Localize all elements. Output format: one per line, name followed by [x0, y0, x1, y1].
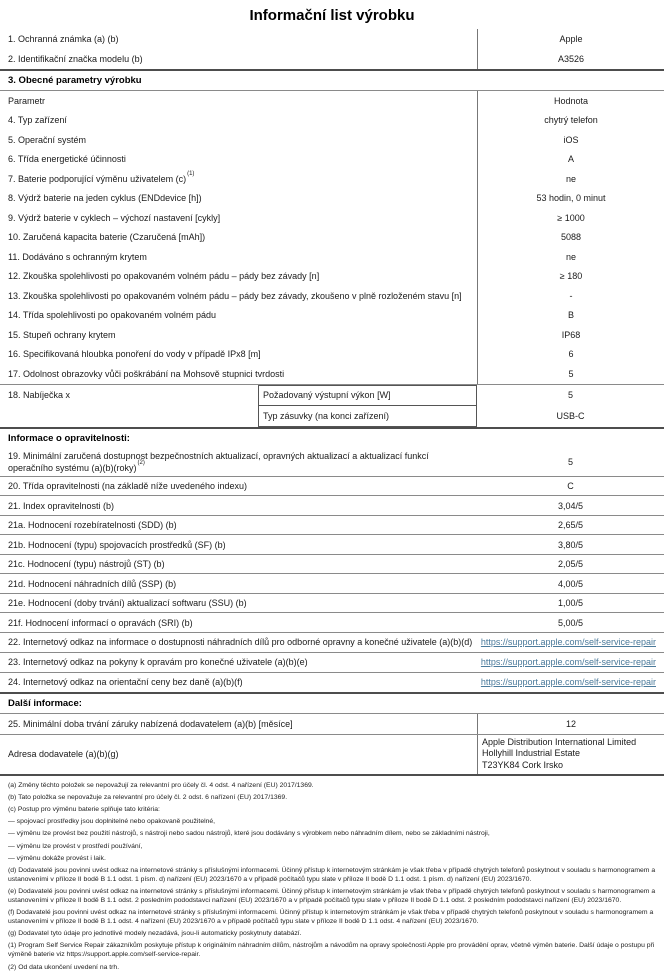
footnote-b: (b) Tato položka se nepovažuje za relevantní pro účely čl. 2 odst. 6 nařízení (EU) 2017/1369.: [8, 794, 288, 801]
row-label: 17. Odolnost obrazovky vůči poškrábání na Mohsově stupnici tvrdosti: [8, 368, 285, 379]
row-value: iOS: [477, 130, 664, 150]
row-value: 53 hodin, 0 minut: [477, 189, 664, 209]
table-row: [0, 555, 664, 574]
charger-row: [0, 385, 664, 427]
row-label: 5. Operační systém: [8, 134, 87, 145]
section-header-repairability: Informace o opravitelnosti:: [8, 432, 130, 444]
charger-sub-value: USB-C: [556, 411, 585, 421]
row-label: 21. Index opravitelnosti (b): [8, 500, 115, 511]
charger-sub-value: 5: [567, 390, 573, 400]
row-label: 1. Ochranná známka (a) (b): [8, 34, 119, 44]
row-value: 5088: [477, 228, 664, 248]
row-value: 6: [477, 345, 664, 365]
row-value: 3,80/5: [557, 539, 584, 550]
table-row: [0, 286, 664, 306]
table-row: [0, 613, 664, 632]
table-row: [0, 653, 664, 672]
table-row: [0, 29, 664, 49]
row-value: ne: [477, 169, 664, 189]
table-row: [0, 535, 664, 554]
footnote-a: (a) Změny těchto položek se nepovažují za relevantní pro účely čl. 4 odst. 4 nařízení (EU) 2017/1369.: [8, 781, 314, 789]
footnote-ref-1: (1): [187, 170, 195, 177]
row-label: 25. Minimální doba trvání záruky nabízená dodavatelem (a)(b) [měsíce]: [8, 718, 293, 729]
footnote-g: (g) Dodavatel tyto údaje pro jednotlivé modely nezadává, jsou-li automaticky poskytnuty databází.: [8, 930, 302, 938]
table-row: [0, 574, 664, 593]
row-label: 11. Dodáváno s ochranným krytem: [8, 251, 147, 262]
row-label: 14. Třída spolehlivosti po opakovaném volném pádu: [8, 310, 216, 321]
column-header-row: [0, 91, 664, 111]
charger-subtable-values: [477, 385, 664, 427]
row-label: 21c. Hodnocení (typu) nástrojů (ST) (b): [8, 559, 165, 570]
table-row: [0, 169, 664, 189]
row-value: 5: [567, 456, 573, 467]
row-label: 4. Typ zařízení: [8, 115, 67, 126]
row-label: 12. Zkouška spolehlivosti po opakovaném volném pádu – pády bez závady [n]: [8, 271, 320, 282]
spare-parts-link[interactable]: https://support.apple.com/self-service-repair: [480, 637, 656, 648]
row-label: 13. Zkouška spolehlivosti po opakovaném volném pádu – pády bez závady, zkoušeno v plně rozloženém stavu [n]: [8, 290, 462, 301]
footnote-d: (d) Dodavatelé jsou povinni uvést odkaz na internetové stránky s příslušnými informacemi. Účinný přístup k internetovým stránkám je však třeba v případě chytrých telefonů poskytnout v souladu s harmonogramem a ustanoveními v příloze II bodě B 1.1 odst. 1 písm. d) nařízení (EU) 2023/1670 a v případě počítačů typu slate v příloze II bodě D 1.1 odst. 1 písm. d) nařízení (EU) 2023/1670.: [8, 866, 656, 883]
row-value: Apple: [477, 29, 664, 49]
table-row: [0, 496, 664, 515]
table-row: [0, 594, 664, 613]
address-line: T23YK84 Cork Irsko: [482, 760, 564, 771]
row-value: 4,00/5: [557, 578, 584, 589]
column-header-value: Hodnota: [477, 91, 664, 111]
table-row: [0, 448, 664, 476]
row-value: 12: [477, 714, 664, 734]
footnote-c: (c) Postup pro výměnu baterie splňuje tato kritéria:: [8, 806, 160, 814]
table-row: [0, 228, 664, 248]
footnote-c-bullet: — výměnu dokáže provést i laik.: [8, 854, 106, 862]
row-value: -: [477, 286, 664, 306]
table-row: [0, 714, 664, 734]
charger-subtable-labels: [258, 385, 477, 427]
footnote-f: (f) Dodavatelé jsou povinni uvést odkaz na internetové stránky s příslušnými informacemi. Účinný přístup k internetovým stránkám je však třeba v případě chytrých telefonů poskytnout v souladu s harmonogramem a ustanoveními v příloze II bodě B 1.1 odst. 4 nařízení (EU) 2023/1670 a v případě počítačů typu slate v příloze II bodě D 1.1 odst. 4 nařízení (EU) 2023/1670.: [8, 909, 654, 926]
table-row: [0, 364, 664, 384]
row-value: B: [477, 306, 664, 326]
row-label: [0, 450, 477, 474]
column-header-parameter: Parametr: [8, 95, 46, 106]
table-row: [0, 189, 664, 209]
indicative-prices-link[interactable]: https://support.apple.com/self-service-repair: [480, 677, 656, 688]
row-label: 23. Internetový odkaz na pokyny k opravám pro konečné uživatele (a)(b)(e): [8, 657, 308, 668]
repair-instructions-link[interactable]: https://support.apple.com/self-service-repair: [480, 657, 656, 668]
row-value: 2,65/5: [557, 520, 584, 531]
section-header-general: 3. Obecné parametry výrobku: [8, 75, 142, 86]
row-label: 21d. Hodnocení náhradních dílů (SSP) (b): [8, 578, 177, 589]
row-value: A3526: [477, 49, 664, 69]
table-row: [0, 49, 664, 69]
row-label: 22. Internetový odkaz na informace o dostupnosti náhradních dílů pro odborné opravny a konečné uživatele (a)(b)(d): [8, 637, 473, 648]
supplier-address-row: [0, 735, 664, 774]
page-title: Informační list výrobku: [249, 7, 415, 24]
row-value: 3,04/5: [557, 500, 584, 511]
row-label: [0, 170, 477, 184]
row-label: 21f. Hodnocení informací o opravách (SRI) (b): [8, 617, 193, 628]
row-label: 20. Třída opravitelnosti (na základě níže uvedeného indexu): [8, 481, 247, 492]
row-label: 16. Specifikovaná hloubka ponoření do vody v případě IPx8 [m]: [8, 349, 261, 360]
row-value: ≥ 180: [477, 267, 664, 287]
table-row: [0, 633, 664, 652]
row-value: chytrý telefon: [477, 111, 664, 131]
table-row: [0, 306, 664, 326]
table-row: [0, 208, 664, 228]
row-label: 18. Nabíječka x: [8, 389, 71, 400]
row-value: 2,05/5: [557, 559, 584, 570]
supplier-address: [477, 735, 664, 774]
table-row: [0, 516, 664, 535]
footnote-c-bullet: — spojovací prostředky jsou doplnitelné nebo opakovaně použitelné,: [8, 818, 216, 826]
address-line: Hollyhill Industrial Estate: [482, 748, 581, 759]
charger-sub-label: Typ zásuvky (na konci zařízení): [258, 406, 477, 427]
row-value: 1,00/5: [557, 598, 584, 609]
row-value: ne: [477, 247, 664, 267]
footnote-c-bullet: — výměnu lze provést v prostředí používání,: [8, 842, 143, 850]
row-value: 5,00/5: [557, 617, 584, 628]
row-label: 9. Výdrž baterie v cyklech – výchozí nastavení [cykly]: [8, 212, 221, 223]
footnote-2: (2) Od data ukončení uvedení na trh.: [8, 963, 120, 971]
row-value: C: [567, 481, 574, 492]
row-value: IP68: [477, 325, 664, 345]
charger-sub-label: Požadovaný výstupní výkon [W]: [258, 385, 477, 406]
footnotes-section: [0, 776, 664, 973]
row-label: 24. Internetový odkaz na orientační ceny bez daně (a)(b)(f): [8, 677, 243, 688]
table-row: [0, 247, 664, 267]
row-label: Adresa dodavatele (a)(b)(g): [8, 749, 119, 760]
table-row: [0, 130, 664, 150]
row-label: 2. Identifikační značka modelu (b): [8, 54, 143, 64]
table-row: [0, 150, 664, 170]
footnote-ref-2: (2): [137, 459, 145, 466]
table-row: [0, 477, 664, 496]
footnote-e: (e) Dodavatelé jsou povinni uvést odkaz na internetové stránky s příslušnými informacemi. Účinný přístup k internetovým stránkám je však třeba v případě chytrých telefonů poskytnout v souladu s harmonogramem a ustanoveními v příloze II bodě B 1.1 odst. 2 posledním pododstavci nařízení (EU) 2023/1670 a v případě počítačů typu slate v příloze II bodě D 1.1 odst. 2 posledním pododstavci nařízení (EU) 2023/1670.: [8, 888, 656, 905]
row-label: 15. Stupeň ochrany krytem: [8, 329, 116, 340]
section-header-additional: Další informace:: [8, 697, 82, 709]
row-label-text: 19. Minimální zaručená dostupnost bezpečnostních aktualizací, opravných aktualizací a aktualizací funkcí operačního systému (a)(b)(roky): [8, 450, 429, 473]
row-label: 21e. Hodnocení (doby trvání) aktualizací softwaru (SSU) (b): [8, 598, 247, 609]
table-row: [0, 345, 664, 365]
row-label-text: 7. Baterie podporující výměnu uživatelem (c): [8, 173, 187, 184]
row-label: 21a. Hodnocení rozebíratelnosti (SDD) (b): [8, 520, 177, 531]
table-row: [0, 267, 664, 287]
row-label: 6. Třída energetické účinnosti: [8, 154, 126, 165]
row-value: ≥ 1000: [477, 208, 664, 228]
row-label: 21b. Hodnocení (typu) spojovacích prostředků (SF) (b): [8, 539, 226, 550]
footnote-1: (1) Program Self Service Repair zákazníkům poskytuje přístup k originálním náhradním dílům, nástrojům a návodům na opravy společnosti Apple pro provádění oprav, včetně výměn baterie. Další údaje o postupu při výměně baterie viz https://support.apple.com/self-service-repair.: [8, 942, 655, 959]
footnote-c-bullet: — výměnu lze provést bez použití nástrojů, s nástroji nebo sadou nástrojů, které jsou dodávány s výrobkem nebo náhradním dílem, nebo se základními nástroji,: [8, 830, 490, 838]
row-value: A: [477, 150, 664, 170]
table-row: [0, 325, 664, 345]
row-label: 10. Zaručená kapacita baterie (Czaručená [mAh]): [8, 232, 206, 243]
table-row: [0, 673, 664, 692]
table-row: [0, 111, 664, 131]
row-value: 5: [477, 364, 664, 384]
address-line: Apple Distribution International Limited: [482, 736, 637, 747]
row-label: 8. Výdrž baterie na jeden cyklus (ENDdevice [h]): [8, 193, 202, 204]
